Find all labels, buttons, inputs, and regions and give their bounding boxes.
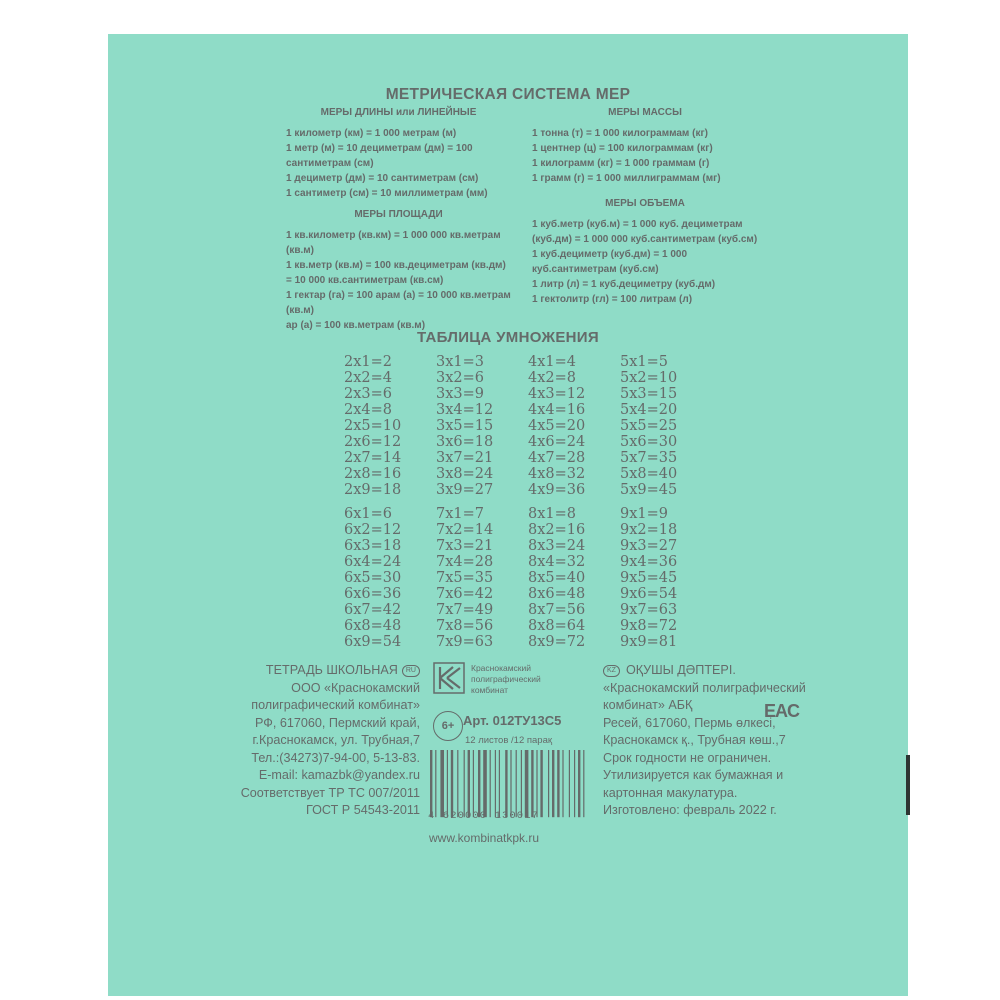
multiplication-title: ТАБЛИЦА УМНОЖЕНИЯ [417, 329, 599, 346]
recycling-line: Утилизируется как бумажная и картонная макулатура. [603, 768, 784, 800]
mult-row: 2x3=6 [344, 386, 393, 402]
imprint-line: ГОСТ Р 54543-2011 [306, 803, 420, 817]
mult-row: 4x4=16 [528, 402, 586, 418]
volume-lines [532, 217, 758, 307]
mult-row: 5x5=25 [620, 418, 678, 434]
kz-badge: KZ [603, 665, 620, 677]
mult-row: 9x8=72 [620, 618, 678, 634]
area-heading: МЕРЫ ПЛОЩАДИ [354, 209, 443, 220]
logo-text-line: комбинат [471, 685, 509, 695]
mult-row: 5x9=45 [620, 482, 678, 498]
mult-row: 9x7=63 [620, 602, 678, 618]
area-line: 1 кв.километр (кв.км) = 1 000 000 кв.метрам (кв.м) [286, 230, 501, 256]
imprint-kz-line: Краснокамск қ., Трубная көш.,7 [603, 733, 786, 747]
mult-row: 8x3=24 [528, 538, 586, 554]
barcode-number: 4 620000 130017 [428, 810, 540, 822]
logo-text-line: полиграфический [471, 674, 541, 684]
shelf-life-line: Срок годности не ограничен. [603, 750, 772, 765]
mult-row: 8x2=16 [528, 522, 586, 538]
mult-row: 4x8=32 [528, 466, 586, 482]
mult-row: 6x3=18 [344, 538, 402, 554]
notebook-title-text: ТЕТРАДЬ ШКОЛЬНАЯ [265, 663, 398, 677]
eac-mark-icon: EAC [764, 701, 800, 721]
measures-left-column [286, 105, 511, 333]
mult-column-2 [344, 354, 434, 498]
mult-row: 3x4=12 [436, 402, 494, 418]
mult-row: 3x2=6 [436, 370, 485, 386]
mult-row: 3x6=18 [436, 434, 494, 450]
mult-row: 2x8=16 [344, 466, 402, 482]
mult-row: 6x6=36 [344, 586, 402, 602]
length-heading: МЕРЫ ДЛИНЫ или ЛИНЕЙНЫЕ [320, 107, 477, 118]
sheet-count: 12 листов /12 парақ [465, 735, 553, 746]
mult-column-8 [528, 506, 618, 650]
area-line: 1 кв.метр (кв.м) = 100 кв.дециметрам (кв.дм) = 10 000 кв.сантиметрам (кв.см) [286, 260, 506, 286]
notebook-cover [108, 34, 908, 996]
mult-row: 7x9=63 [436, 634, 494, 650]
mult-row: 5x3=15 [620, 386, 678, 402]
area-line: 1 гектар (га) = 100 арам (а) = 10 000 кв.метрам (кв.м) [286, 290, 511, 316]
mult-row: 7x1=7 [436, 506, 485, 522]
kombinat-logo-icon [433, 662, 465, 694]
footer-left [188, 662, 420, 820]
mult-row: 3x3=9 [436, 386, 485, 402]
manufactured-date: Изготовлено: февраль 2022 г. [603, 803, 777, 817]
imprint-kz-line: Ресей, 617060, Пермь өлкесі, [603, 715, 776, 730]
mult-row: 3x9=27 [436, 482, 494, 498]
mult-row: 5x7=35 [620, 450, 678, 466]
mult-row: 4x7=28 [528, 450, 586, 466]
mult-row: 5x8=40 [620, 466, 678, 482]
length-line: 1 дециметр (дм) = 10 сантиметрам (см) [286, 173, 479, 184]
mult-row: 7x4=28 [436, 554, 494, 570]
logo-text [471, 663, 541, 696]
mult-row: 9x3=27 [620, 538, 678, 554]
mult-row: 6x4=24 [344, 554, 402, 570]
mult-row: 6x7=42 [344, 602, 402, 618]
footer-imprint [108, 662, 908, 862]
length-line: 1 километр (км) = 1 000 метрам (м) [286, 128, 457, 139]
mult-row: 8x5=40 [528, 570, 586, 586]
notebook-title-ru [188, 662, 420, 680]
mass-line: 1 центнер (ц) = 100 килограммам (кг) [532, 143, 713, 154]
mult-row: 4x3=12 [528, 386, 586, 402]
mult-row: 5x4=20 [620, 402, 678, 418]
mass-line: 1 грамм (г) = 1 000 миллиграммам (мг) [532, 173, 721, 184]
mult-row: 2x1=2 [344, 354, 393, 370]
mult-row: 7x3=21 [436, 538, 494, 554]
mult-row: 5x2=10 [620, 370, 678, 386]
mult-row: 4x2=8 [528, 370, 577, 386]
mass-line: 1 килограмм (кг) = 1 000 граммам (г) [532, 158, 710, 169]
mult-row: 7x5=35 [436, 570, 494, 586]
mult-row: 4x5=20 [528, 418, 586, 434]
mult-row: 2x5=10 [344, 418, 402, 434]
mult-row: 9x1=9 [620, 506, 669, 522]
volume-line: 1 гектолитр (гл) = 100 литрам (л) [532, 294, 693, 305]
page-title: МЕТРИЧЕСКАЯ СИСТЕМА МЕР [385, 86, 631, 103]
mult-row: 2x9=18 [344, 482, 402, 498]
length-line: 1 метр (м) = 10 дециметрам (дм) = 100 сантиметрам (см) [286, 143, 473, 169]
volume-heading: МЕРЫ ОБЪЕМА [605, 198, 685, 209]
mult-column-4 [528, 354, 618, 498]
measures-right-column [532, 105, 758, 307]
mass-lines [532, 126, 758, 186]
notebook-title-kz-text: ОҚУШЫ ДӘПТЕРІ. [625, 663, 736, 677]
mult-row: 8x6=48 [528, 586, 586, 602]
mult-column-5 [620, 354, 710, 498]
area-lines [286, 228, 511, 333]
mult-row: 8x1=8 [528, 506, 577, 522]
mult-row: 6x9=54 [344, 634, 402, 650]
mult-row: 7x2=14 [436, 522, 494, 538]
mult-row: 8x9=72 [528, 634, 586, 650]
imprint-line: Соответствует ТР ТС 007/2011 [240, 785, 420, 800]
mult-row: 8x7=56 [528, 602, 586, 618]
article-number: Арт. 012ТУ13С5 [463, 713, 562, 728]
cover-edge-mark [906, 755, 910, 815]
ru-badge: RU [402, 665, 420, 677]
mult-row: 2x4=8 [344, 402, 393, 418]
mult-row: 8x8=64 [528, 618, 586, 634]
mult-row: 3x8=24 [436, 466, 494, 482]
mult-row: 8x4=32 [528, 554, 586, 570]
mult-row: 6x1=6 [344, 506, 393, 522]
mult-row: 2x6=12 [344, 434, 402, 450]
mult-row: 6x8=48 [344, 618, 402, 634]
mult-row: 2x7=14 [344, 450, 402, 466]
mass-heading: МЕРЫ МАССЫ [608, 107, 682, 118]
imprint-line: Тел.:(34273)7-94-00, 5-13-83. [251, 750, 420, 765]
mult-row: 3x1=3 [436, 354, 485, 370]
imprint-line: ООО «Краснокамский полиграфический комбинат» [251, 680, 420, 712]
mult-column-3 [436, 354, 526, 498]
mult-row: 9x2=18 [620, 522, 678, 538]
volume-line: 1 литр (л) = 1 куб.дециметру (куб.дм) [532, 279, 716, 290]
email-line: E-mail: kamazbk@yandex.ru [258, 768, 420, 782]
mult-row: 3x7=21 [436, 450, 494, 466]
mult-row: 9x6=54 [620, 586, 678, 602]
mass-line: 1 тонна (т) = 1 000 килограммам (кг) [532, 128, 708, 139]
age-rating-badge: 6+ [433, 711, 463, 741]
mult-row: 3x5=15 [436, 418, 494, 434]
website-link: www.kombinatkpk.ru [429, 831, 540, 845]
mult-row: 7x7=49 [436, 602, 494, 618]
volume-line: 1 куб.метр (куб.м) = 1 000 куб. дециметрам (куб.дм) = 1 000 000 куб.сантиметрам (куб.см) [532, 219, 758, 245]
notebook-title-kz [603, 662, 813, 680]
mult-row: 4x9=36 [528, 482, 586, 498]
mult-column-6 [344, 506, 434, 650]
length-lines [286, 126, 511, 201]
mult-row: 6x5=30 [344, 570, 402, 586]
area-line: ар (а) = 100 кв.метрам (кв.м) [286, 320, 426, 331]
mult-row: 9x9=81 [620, 634, 678, 650]
mult-row: 5x1=5 [620, 354, 669, 370]
volume-line: 1 куб.дециметр (куб.дм) = 1 000 куб.сантиметрам (куб.см) [532, 249, 688, 275]
imprint-line: г.Краснокамск, ул. Трубная,7 [252, 733, 420, 747]
mult-row: 9x4=36 [620, 554, 678, 570]
mult-row: 4x1=4 [528, 354, 577, 370]
mult-row: 4x6=24 [528, 434, 586, 450]
mult-column-7 [436, 506, 526, 650]
mult-row: 7x8=56 [436, 618, 494, 634]
mult-row: 2x2=4 [344, 370, 393, 386]
imprint-line: РФ, 617060, Пермский край, [255, 715, 420, 730]
mult-column-9 [620, 506, 710, 650]
footer-right [603, 662, 813, 820]
mult-row: 5x6=30 [620, 434, 678, 450]
mult-row: 9x5=45 [620, 570, 678, 586]
imprint-kz-line: «Краснокамский полиграфический комбинат» АБҚ [603, 680, 806, 712]
mult-row: 6x2=12 [344, 522, 402, 538]
length-line: 1 сантиметр (см) = 10 миллиметрам (мм) [286, 188, 488, 199]
logo-text-line: Краснокамский [471, 663, 532, 673]
mult-row: 7x6=42 [436, 586, 494, 602]
